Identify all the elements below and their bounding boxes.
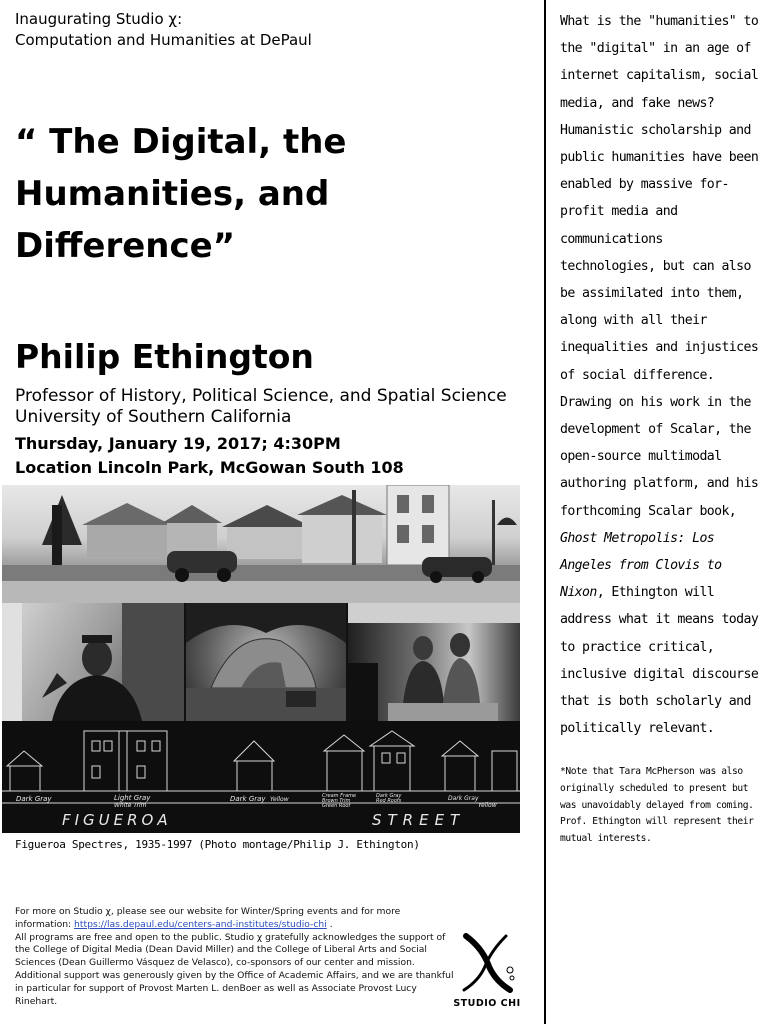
talk-abstract [560,8,765,742]
seated-people-drawing [348,603,520,721]
speaker-title: Professor of History, Political Science, and Spatial Science [15,386,507,406]
plan-label: Dark Gray [16,795,52,803]
logo-label: STUDIO CHI [453,998,521,1009]
tent-drawing [186,603,346,721]
plan-label: Green Roof [322,803,351,809]
seated-people-photo [348,603,520,721]
street-scene-photo [2,485,520,603]
plan-label: Cream Frame [322,793,357,799]
speaker-details [15,386,507,428]
talk-title-line: Difference” [15,226,236,266]
talk-title-line: Humanities, and [15,174,330,214]
footer-link-suffix: . [329,918,333,930]
street-name-label: FIGUEROA [62,811,172,829]
studio-chi-logo [452,928,522,1016]
photo-caption: Figueroa Spectres, 1935-1997 (Photo montage/Philip J. Ethington) [15,838,420,851]
plan-label: Yellow [478,802,497,809]
plan-label: White Trim [114,802,147,809]
speaker-name: Philip Ethington [15,337,314,376]
plan-label: Dark Gray [230,795,266,803]
footer-text [15,906,455,1008]
talk-title-line: “ The Digital, the [15,122,347,162]
footer-acknowledgements: All programs are free and open to the public. Studio χ gratefully acknowledges the support of the College of Digital Media (Dean David Miller) and the College of Liberal Arts and Social Sciences (Dean Guillermo Vásquez de Velasco), co-sponsors of our center and mission. Additional support was generously given by the Office of Academic Affairs, and we are thankful in particular for support of Provost Marten L. denBoer as well as Associate Provost Lucy Rinehart. [15,931,454,1007]
plan-label: Yellow [270,796,289,803]
presenter-note: *Note that Tara McPherson was also originally scheduled to present but was unavoidably delayed from coming. Prof. Ethington will represent their mutual interests. [560,766,754,844]
column-divider [544,0,546,1024]
abstract-column [560,8,765,847]
tent-photo [186,603,346,721]
plan-label: Brown Trim [322,798,351,804]
series-subtitle: Computation and Humanities at DePaul [15,31,312,49]
chi-logo-icon [452,928,522,998]
event-details [15,432,404,480]
plan-label: Red Roofs [376,798,402,804]
photo-montage [2,485,520,833]
portrait-drawing [2,603,184,721]
speaker-affiliation: University of Southern California [15,407,292,427]
street-elevation-drawing [2,721,520,833]
plan-label: Dark Gray [376,793,402,799]
elevation-sketch [2,721,520,833]
street-scene-drawing [2,485,520,603]
abstract-intro: What is the "humanities" to the "digital" in an age of internet capitalism, social media, and fake news? Humanistic scholarship and public humanities have been enabled by massive for-profit media and communications technologies, but can also be assimilated into them, along with all their inequalities and injustices of social difference. Drawing on his work in the development of Scalar, the open-source multimodal authoring platform, and his forthcoming Scalar book, [560,14,759,519]
book-title: Ghost Metropolis: Los Angeles from Clovis to Nixon [560,530,722,601]
portrait-photo [2,603,184,721]
studio-chi-link[interactable]: https://las.depaul.edu/centers-and-institutes/studio-chi [74,918,327,930]
abstract-outro: , Ethington will address what it means today to practice critical, inclusive digital discourse that is both scholarly and politically relevant. [560,585,759,737]
plan-label: Light Gray [114,794,151,802]
footer-more-info: For more on Studio χ, please see our website for Winter/Spring events and for more [15,906,401,917]
footer-info-label: information: [15,918,72,930]
plan-label: Dark Gray [448,795,479,802]
talk-title [15,116,535,272]
series-header [15,9,312,51]
event-datetime: Thursday, January 19, 2017; 4:30PM [15,434,341,453]
footer-link-line [15,919,455,932]
series-name: Inaugurating Studio χ: [15,10,183,28]
street-name-label: STREET [372,811,466,829]
event-location: Location Lincoln Park, McGowan South 108 [15,458,404,477]
